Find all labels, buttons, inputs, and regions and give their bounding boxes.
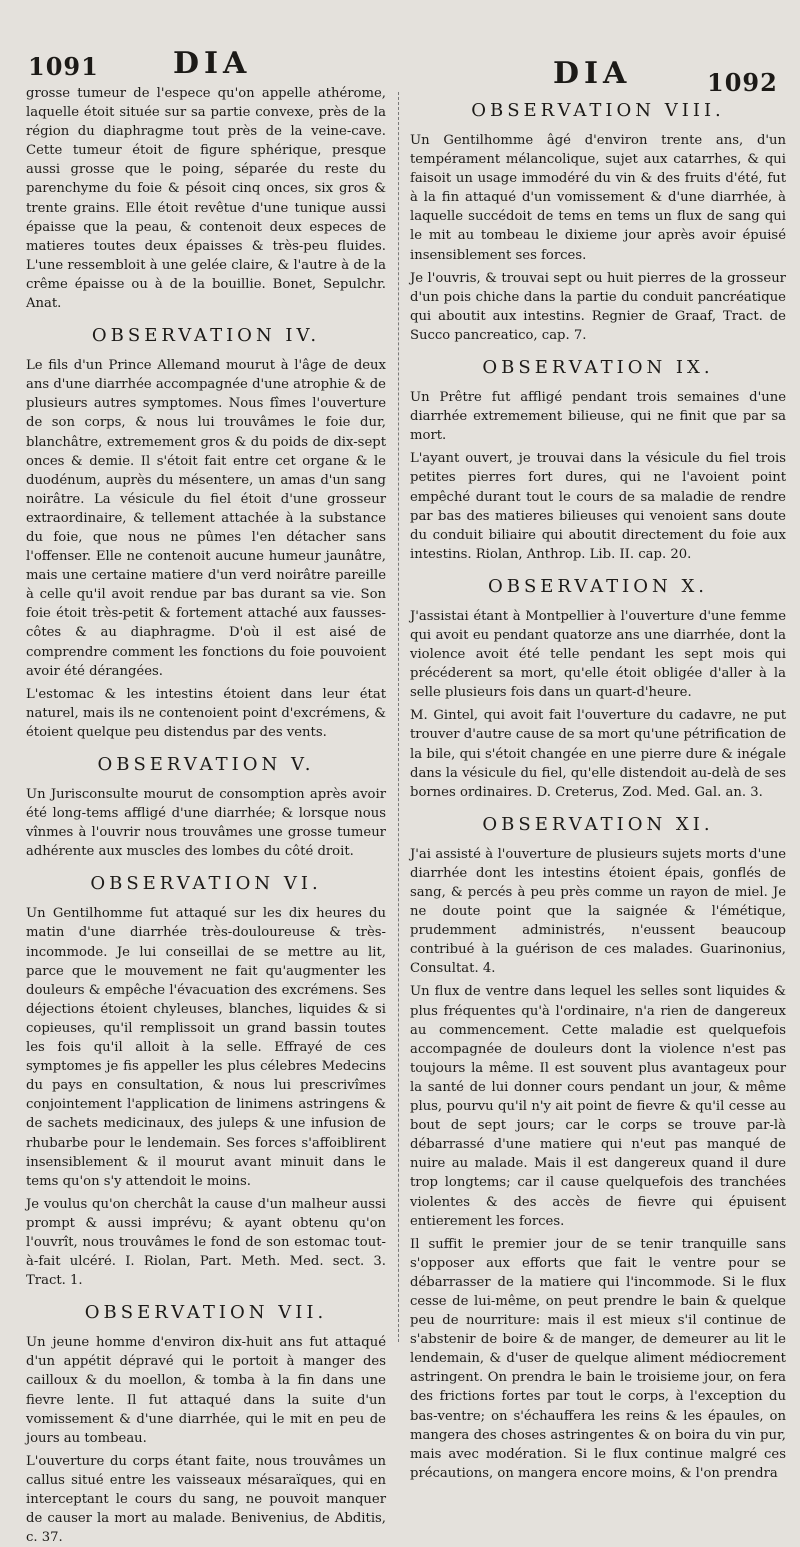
observation-heading: OBSERVATION VI. [90, 873, 322, 895]
column-divider [398, 92, 399, 1342]
observation-heading: OBSERVATION VII. [84, 1302, 328, 1324]
paragraph: M. Gintel, qui avoit fait l'ouverture du cadavre, ne put trouver d'autre cause de sa mort qu'une pétrification de la bile, qui s'étoit changée en une pierre dure & inégale dans la vésicule du fiel, qu'elle distendoit au-delà de ses bornes ordinaires. D. Creterus, Zod. Med. Gal. an. 3. [410, 708, 786, 800]
right-running-head: DIA [553, 56, 632, 91]
observation-heading: OBSERVATION X. [487, 575, 709, 597]
right-page-number: 1092 [707, 68, 778, 97]
observation-heading: OBSERVATION IX. [482, 357, 714, 379]
paragraph: L'ouverture du corps étant faite, nous trouvâmes un callus situé entre les vaisseaux mésaraïques, qui en interceptant le cours du sang, ne pouvoit manquer de causer la mort au malade. Benivenius, de Abditis, c. 37. [26, 1453, 386, 1546]
left-running-head: DIA [173, 46, 252, 81]
observation-heading: OBSERVATION XI. [482, 813, 714, 835]
paragraph: Un jeune homme d'environ dix-huit ans fut attaqué d'un appétit dépravé qui le portoit à manger des cailloux & du moellon, & tomba à la fin dans une fievre lente. Il fut attaqué dans la suite d'un vomissement & d'une diarrhée, qui le mit en peu de jours au tombeau. [26, 1335, 386, 1446]
paragraph: Un flux de ventre dans lequel les selles sont liquides & plus fréquentes qu'à l'ordinaire, n'a rien de dangereux au commencement. Cette maladie est quelquefois accompagnée de douleurs dont la violence n'est pas toujours la même. Il est souvent plus avantageux pour la santé de lui donner cours pendant un jour, & même plus, pourvu qu'il n'y ait point de fievre & qu'il cesse au bout de sept jours; car le corps se trouve par-là débarrassé d'une matiere qui n'eut pas manqué de nuire au malade. Mais il est dangereux quand il dure trop longtems; car il cause quelquefois des tranchées violentes & des accès de fievre qui épuisent entierement les forces. [410, 984, 786, 1229]
right-column [410, 94, 786, 1481]
left-page-number: 1091 [28, 52, 99, 81]
paragraph: L'estomac & les intestins étoient dans leur état naturel, mais ils ne contenoient point d'excrémens, & étoient quelque peu distendus par des vents. [26, 686, 386, 740]
paragraph: Un Gentilhomme âgé d'environ trente ans, d'un tempérament mélancolique, sujet aux catarrhes, & qui faisoit un usage immodéré du vin & des fruits d'été, fut à la fin attaqué d'un vomissement & d'une diarrhée, à laquelle succédoit de tems en tems un flux de sang qui le mit au tombeau le dixieme jour après avoir épuisé insensiblement ses forces. [410, 133, 786, 263]
left-column [26, 84, 386, 1546]
paragraph: grosse tumeur de l'espece qu'on appelle athérome, laquelle étoit située sur sa partie convexe, près de la région du diaphragme tout près de la veine-cave. Cette tumeur étoit de figure sphérique, presque aussi grosse que le poing, séparée du reste du parenchyme du foie & pésoit cinq onces, six gros & trente grains. Elle étoit revêtue d'une tunique aussi épaisse que la peau, & contenoit deux especes de matieres toutes deux épaisses & très-peu fluides. L'une ressembloit à une gelée claire, & l'autre à de la crême épaisse ou à de la bouillie. Bonet, Sepulchr. Anat. [26, 86, 386, 312]
observation-heading: OBSERVATION VIII. [471, 100, 725, 121]
paragraph: Je l'ouvris, & trouvai sept ou huit pierres de la grosseur d'un pois chiche dans la partie du conduit pancréatique qui aboutit aux intestins. Regnier de Graaf, Tract. de Succo pancreatico, cap. 7. [410, 270, 786, 343]
observation-heading: OBSERVATION V. [97, 754, 315, 775]
paragraph: Le fils d'un Prince Allemand mourut à l'âge de deux ans d'une diarrhée accompagnée d'une atrophie & de plusieurs autres symptomes. Nous fîmes l'ouverture de son corps, & nous lui trouvâmes le foie dur, blanchâtre, extremement gros & du poids de dix-sept onces & demie. Il s'étoit fait entre cet organe & le duodénum, auprès du mésentere, un amas d'un sang noirâtre. La vésicule du fiel étoit d'une grosseur extraordinaire, & tellement attachée à la substance du foie, que nous ne pûmes l'en détacher sans l'offenser. Elle ne contenoit aucune humeur jaunâtre, mais une certaine matiere d'un verd noirâtre pareille à celle qu'il avoit rendue par bas durant sa vie. Son foie étoit très-petit & fortement attaché aux fausses-côtes & au diaphragme. D'où il est aisé de comprendre comment les fonctions du foie pouvoient avoir été dérangées. [26, 358, 386, 679]
paragraph: J'ai assisté à l'ouverture de plusieurs sujets morts d'une diarrhée dont les intestins étoient épais, gonflés de sang, & percés à peu près comme un rayon de miel. Je ne doute point que la saignée & l'émétique, prudemment administrés, n'eussent beaucoup contribué à la guérison de ces malades. Guarinonius, Consultat. 4. [410, 846, 786, 977]
paragraph: Un Prêtre fut affligé pendant trois semaines d'une diarrhée extremement bilieuse, qui ne finit que par sa mort. [410, 390, 786, 444]
paragraph: Un Jurisconsulte mourut de consomption après avoir été long-tems affligé d'une diarrhée; & lorsque nous vînmes à l'ouvrir nous trouvâmes une grosse tumeur adhérente aux muscles des lombes du côté droit. [26, 787, 386, 860]
paragraph: Je voulus qu'on cherchât la cause d'un malheur aussi prompt & aussi imprévu; & ayant obtenu qu'on l'ouvrît, nous trouvâmes le fond de son estomac tout-à-fait ulcéré. I. Riolan, Part. Meth. Med. sect. 3. Tract. 1. [26, 1196, 386, 1289]
paragraph: Il suffit le premier jour de se tenir tranquille sans s'opposer aux efforts que fait le ventre pour se débarrasser de la matiere qui l'incommode. Si le flux cesse de lui-même, on peut prendre le bain & quelque peu de nourriture: mais il est mieux s'il continue de s'abstenir de boire & de manger, de demeurer au lit le lendemain, & d'user de quelque aliment médiocrement astringent. On prendra le bain le troisieme jour, on fera des frictions fortes par tout le corps, à l'exception du bas-ventre; on s'échauffera les reins & les épaules, on mangera des choses astringentes & on boira du vin pur, mais avec modération. Si le flux continue malgré ces précautions, on mangera encore moins, & l'on prendra [410, 1236, 786, 1481]
paragraph: J'assistai étant à Montpellier à l'ouverture d'une femme qui avoit eu pendant quatorze ans une diarrhée, dont la violence avoit été telle pendant les sept mois qui précéderent sa mort, qu'elle étoit obligée d'aller à la selle plusieurs fois dans un quart-d'heure. [410, 608, 786, 701]
paragraph: L'ayant ouvert, je trouvai dans la vésicule du fiel trois petites pierres fort dures, qui ne l'avoient point empêché durant tout le cours de sa maladie de rendre par bas des matieres bilieuses qui venoient sans doute du conduit biliaire qui aboutit directement du foie aux intestins. Riolan, Anthrop. Lib. II. cap. 20. [410, 451, 786, 562]
observation-heading: OBSERVATION IV. [91, 325, 321, 347]
paragraph: Un Gentilhomme fut attaqué sur les dix heures du matin d'une diarrhée très-douloureuse & très-incommode. Je lui conseillai de se mettre au lit, parce que le mouvement ne fait qu'augmenter les douleurs & empêche l'évacuation des excrémens. Ses déjections étoient chyleuses, blanches, liquides & si copieuses, qu'il remplissoit un grand bassin toutes les fois qu'il alloit à la selle. Effrayé de ces symptomes je fis appeller les plus célebres Medecins du pays en consultation, & nous lui prescrivîmes conjointement l'application de linimens astringens & de sachets medicinaux, des juleps & une infusion de rhubarbe pour le lendemain. Ses forces s'affoiblirent insensiblement & il mourut avant minuit dans le tems qu'on s'y attendoit le moins. [26, 906, 386, 1189]
